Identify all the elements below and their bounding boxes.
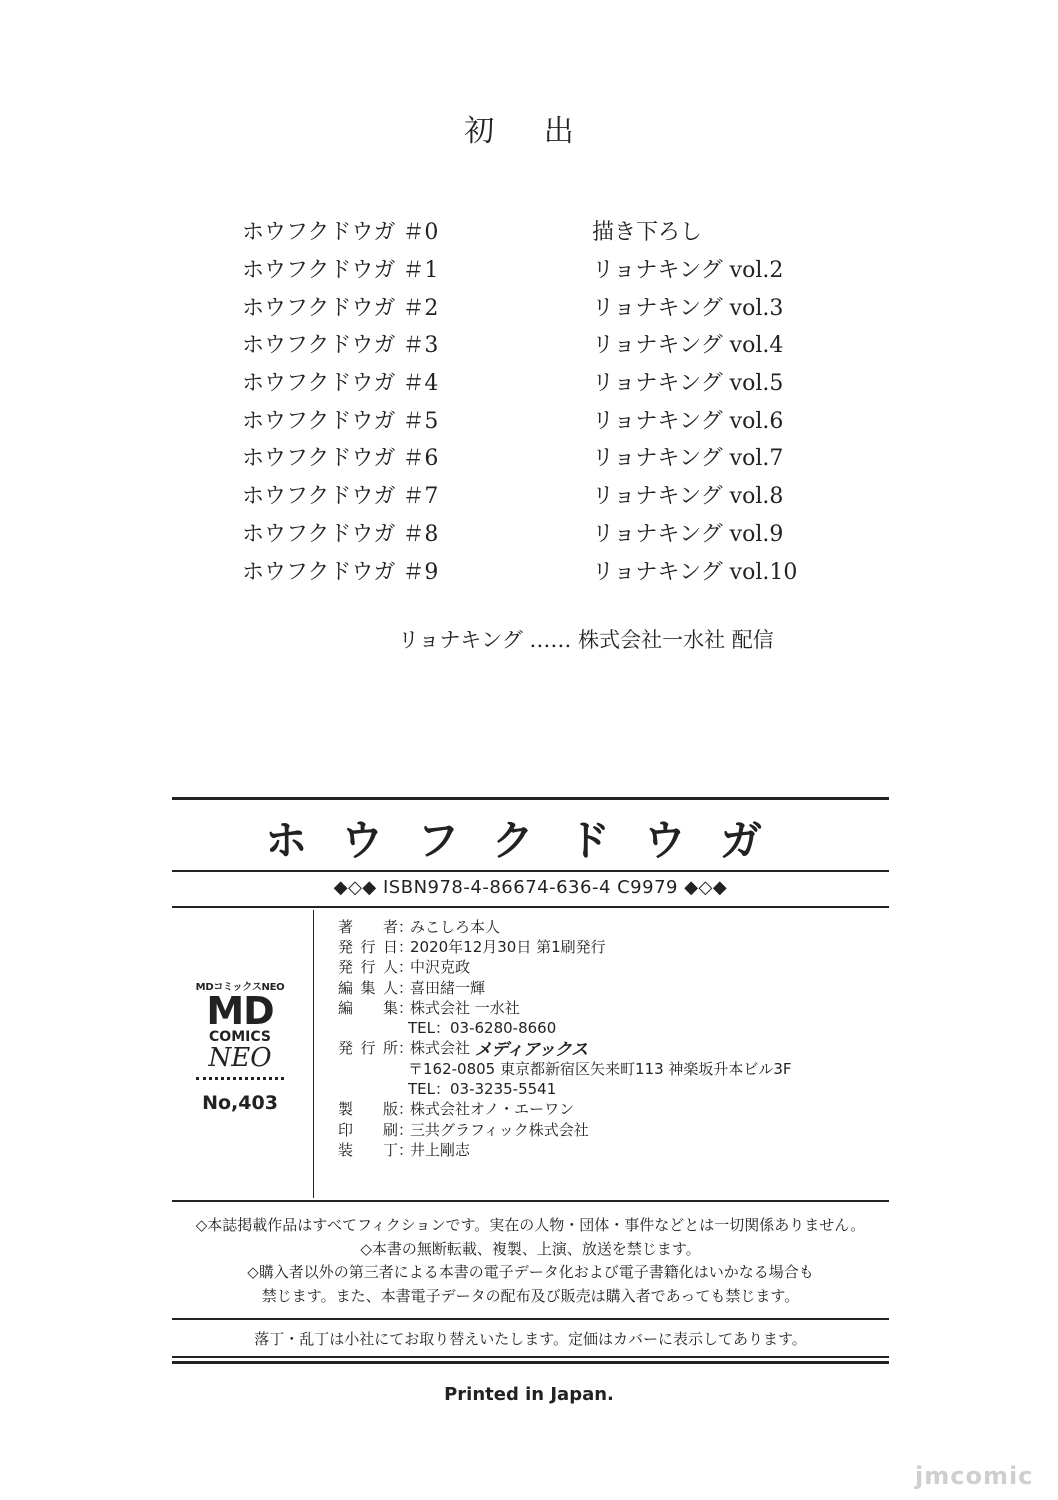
isbn: ◆◇◆ ISBN978-4-86674-636-4 C9979 ◆◇◆ <box>333 877 728 898</box>
credit-value: 〒162-0805 東京都新宿区矢来町113 神楽坂升本ビル3F <box>408 1059 792 1078</box>
first-appearance-list <box>242 212 862 589</box>
list-item <box>242 287 862 325</box>
credit-label: 装 丁 <box>338 1140 398 1159</box>
list-item <box>242 438 862 476</box>
credit-row: 編 集 ： 株式会社 一水社 <box>338 998 520 1017</box>
chapter-source: リョナキング vol.10 <box>592 559 798 585</box>
chapter-source: リョナキング vol.4 <box>592 333 784 359</box>
logo-md: MD <box>206 989 274 1033</box>
colophon-top-rule <box>172 797 889 800</box>
credit-row: 編集人 ： 喜田緒一輝 <box>338 978 486 997</box>
chapter-source: リョナキング vol.2 <box>592 258 784 284</box>
list-item <box>242 325 862 363</box>
book-title: ホウフクドウガ <box>265 816 796 865</box>
credit-row: 発行所 ： 株式会社 メディアックス <box>338 1038 888 1058</box>
credit-value: 三共グラフィック株式会社 <box>410 1120 589 1139</box>
credit-value: 中沢克政 <box>410 958 471 977</box>
first-appearance-heading: 初 出 <box>464 114 594 149</box>
chapter-title: ホウフクドウガ ＃5 <box>242 408 439 434</box>
credit-value: みこしろ本人 <box>410 917 501 936</box>
chapter-source: リョナキング vol.8 <box>592 484 784 510</box>
credit-label: 発行所 <box>338 1039 398 1058</box>
chapter-title: ホウフクドウガ ＃6 <box>242 446 439 472</box>
credit-row: 著 者 ： みこしろ本人 <box>338 917 501 936</box>
chapter-title: ホウフクドウガ ＃8 <box>242 521 439 547</box>
isbn-bottom-rule <box>172 906 889 908</box>
label-logo <box>188 978 292 1114</box>
credit-label: 製 版 <box>338 1100 398 1119</box>
disclaimer-line: 禁じます。また、本書電子データの配布及び販売は購入者であっても禁じます。 <box>261 1286 800 1305</box>
disclaimer-bottom-rule <box>172 1318 889 1320</box>
credit-value: 2020年12月30日 第1刷発行 <box>410 937 606 956</box>
disclaimer-line: ◇本書の無断転載、複製、上演、放送を禁じます。 <box>360 1239 701 1258</box>
credit-value: TEL：03-6280-8660 <box>408 1019 557 1038</box>
chapter-source: リョナキング vol.6 <box>592 408 784 434</box>
logo-neo: NEO <box>208 1043 272 1073</box>
credit-row <box>338 1078 888 1098</box>
disclaimer <box>172 1214 889 1308</box>
list-item <box>242 400 862 438</box>
chapter-title: ホウフクドウガ ＃0 <box>242 220 439 246</box>
series-number: No,403 <box>202 1092 278 1114</box>
distribution-note: リョナキング …… 株式会社一水社 配信 <box>398 628 774 652</box>
credits-bottom-rule <box>172 1200 889 1202</box>
footer-rule-1 <box>172 1356 889 1358</box>
disclaimer-line: ◇本誌掲載作品はすべてフィクションです。実在の人物・団体・事件などとは一切関係ありません。 <box>195 1216 866 1234</box>
credit-row <box>338 1058 888 1078</box>
credit-label: 発行日 <box>338 937 398 956</box>
chapter-source: リョナキング vol.5 <box>592 371 784 397</box>
logo-divider <box>313 910 314 1198</box>
credit-row: 発行人 ： 中沢克政 <box>338 958 471 977</box>
logo-dots <box>196 1077 284 1080</box>
chapter-title: ホウフクドウガ ＃7 <box>242 484 439 510</box>
list-item <box>242 551 862 589</box>
credit-label: 編集人 <box>338 978 398 997</box>
printed-in-japan: Printed in Japan. <box>444 1384 614 1405</box>
chapter-source: リョナキング vol.9 <box>592 521 784 547</box>
credit-label: 発行人 <box>338 958 398 977</box>
chapter-title: ホウフクドウガ ＃4 <box>242 371 439 397</box>
credits <box>338 916 888 1160</box>
disclaimer-line: ◇購入者以外の第三者による本書の電子データ化および電子書籍化はいかなる場合も <box>247 1263 814 1281</box>
title-bottom-rule <box>172 870 889 872</box>
credit-label: 著 者 <box>338 917 398 936</box>
chapter-source: リョナキング vol.3 <box>592 295 784 321</box>
footer-rule-2 <box>172 1361 889 1364</box>
chapter-title: ホウフクドウガ ＃3 <box>242 333 439 359</box>
credit-row: 発行日 ： 2020年12月30日 第1刷発行 <box>338 937 606 956</box>
chapter-source: 描き下ろし <box>592 220 703 246</box>
credit-value: TEL：03-3235-5541 <box>408 1080 557 1099</box>
credit-row: 製 版 ： 株式会社オノ・エーワン <box>338 1100 575 1119</box>
list-item <box>242 363 862 401</box>
chapter-title: ホウフクドウガ ＃1 <box>242 258 439 284</box>
credit-row: 装 丁 ： 井上剛志 <box>338 1140 471 1159</box>
credit-value: 株式会社 一水社 <box>410 998 520 1017</box>
credit-row: 印 刷 ： 三共グラフィック株式会社 <box>338 1120 589 1139</box>
chapter-title: ホウフクドウガ ＃2 <box>242 295 439 321</box>
replacement-notice: 落丁・乱丁は小社にてお取り替えいたします。定価はカバーに表示してあります。 <box>254 1330 807 1348</box>
list-item <box>242 514 862 552</box>
watermark: jmcomic <box>915 1462 1034 1490</box>
credit-label: 印 刷 <box>338 1120 398 1139</box>
credit-value: 株式会社オノ・エーワン <box>410 1100 575 1119</box>
credit-value: 株式会社 <box>410 1039 471 1058</box>
credit-value: 井上剛志 <box>410 1140 471 1159</box>
list-item <box>242 250 862 288</box>
logo-small-text: MDコミックスNEO <box>195 982 285 993</box>
credit-label: 編 集 <box>338 998 398 1017</box>
chapter-title: ホウフクドウガ ＃9 <box>242 559 439 585</box>
list-item <box>242 476 862 514</box>
publisher-logo: メディアックス <box>474 1040 588 1061</box>
chapter-source: リョナキング vol.7 <box>592 446 784 472</box>
list-item <box>242 212 862 250</box>
credit-row <box>338 1017 888 1037</box>
credit-value: 喜田緒一輝 <box>410 978 486 997</box>
logo-comics: COMICS <box>209 1029 271 1045</box>
